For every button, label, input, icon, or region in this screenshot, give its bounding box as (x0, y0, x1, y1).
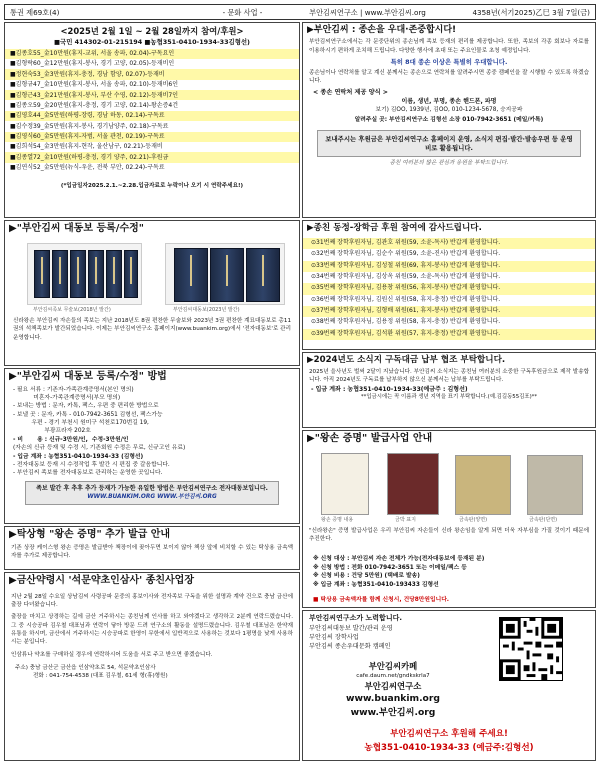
donation-row: ■김형규47_金10만원(휴지-봉사, 서울 송파, 02.10)-등재비6인 (10, 81, 179, 89)
contact-form-fields: 이름, 생년, 부명, 종손 핸드폰, 파명 (401, 97, 497, 105)
method-line: - 부안김씨 족보를 전자대동보로 관리하는 운영한 곳입니다. (13, 470, 163, 477)
method-lines (5, 386, 299, 478)
scholarship-row: ⊙39번째 장학후원자님, 김석환 위원(57, 휴지-충정) 반갑게 환영합니다. (303, 329, 595, 340)
register-photo-new (165, 243, 285, 305)
certificate-title: ▶"왕손 증명" 발급사업 안내 (307, 433, 433, 444)
campaign-special: 특히 8대 종손 이상은 특별히 우대합니다. (390, 58, 508, 67)
geumsan-address: 주소) 충남 금산군 금산읍 인삼약초로 54, 석문약초인삼사 (15, 665, 156, 672)
donation-row: ■김희석54_金3만원(휴지-현작, 울산남구, 02.21)-등재비 (10, 143, 163, 151)
donation-row: ■김영식60_金5만원(휴지-자범, 서울 관천, 02.19)-구독료 (5, 132, 299, 142)
promo-footer-1: 부안김씨연구소 후원해 주세요! (390, 729, 508, 739)
geumsan-phone: 전화 : 041-754-4538 (대표 김우철, 61세 형(휴)형원) (33, 673, 168, 680)
desk-title: ▶탁상형 "왕손 증명" 추가 발급 안내 (9, 529, 171, 540)
contact-form-title: < 종손 연락처 제공 양식 > (313, 88, 388, 96)
method-line: (자손의 신규 등재 및 수정 시, 기존회원 수정은 무료, 신규고인 유료) (13, 445, 186, 452)
donation-row: ■김형근43_金21만원(휴지-봉사, 부산 수영, 02.12)-등재비7인 (5, 90, 299, 100)
register-photo-old (27, 243, 142, 305)
method-line: 우편 - 경기 부천시 원미구 석천로170번길 19, (13, 420, 149, 427)
promo-url-2[interactable]: www.부안김씨.org (350, 707, 436, 718)
qr-code[interactable] (499, 617, 563, 681)
promo-item: 부안김씨 종손우대문화 캠페인 (309, 642, 391, 650)
book-icon (210, 248, 244, 302)
issue-number: 통권 제69호(4) (10, 7, 60, 17)
method-line: - 전자대동보 등재 시 수정작업 후 발간 시 편집 중 갈음합니다. (13, 462, 170, 469)
method-box (4, 368, 300, 524)
cafe-url: cafe.daum.net/gndkskrla7 (356, 673, 430, 679)
book-icon (106, 250, 122, 298)
campaign-paragraph-2: 종손님이나 연락처를 알고 계신 분께서는 종손으로 연락처를 알려주시면 종중 캠페인을 잘 시행할 수 있도록 하겠습니다. (309, 70, 589, 85)
page-header (4, 4, 596, 20)
org-url: 부안김씨연구소 | www.부안김씨.org (309, 7, 426, 17)
donations-title: <2025년 2월 1일 ~ 2월 28일까지 참여/후원> (60, 26, 244, 36)
donation-row: ■김종호55_金10만원(휴지-교위, 서울 송파, 02.04)-구독요인 (5, 49, 299, 59)
donation-row: ■김형락60_金12만원(휴지-봉사, 경기 고양, 02.05)-등재비인 (10, 60, 175, 68)
donations-box (4, 22, 300, 218)
qr-code-icon (500, 618, 562, 680)
donations-account: ■국민 414302-01-215194 ■농협351-0410-1934-33김형선) (54, 37, 250, 46)
method-title: ▶"부안김씨 대동보 등록/수정" 방법 (9, 371, 167, 382)
geumsan-paragraph-3: 인삼류나 약초를 구매하실 경우에 연락하시어 도움을 서로 주고 받으면 좋겠습니다. (11, 651, 213, 658)
method-box-note (25, 481, 279, 506)
scholarship-row: ⊙33번째 장학후원자님, 김성철 위원(69, 휴지-봉사) 반갑게 환영합니다. (303, 261, 595, 272)
register-caption-new: 부안김씨대동보(2023년 발간) (173, 307, 240, 313)
scholarship-row: ⊙31번째 장학후원자님, 김관호 위원(59, 소윤-독사) 반갑게 환영합니다. (303, 238, 595, 249)
scholarship-row: ⊙35번째 장학후원자님, 김용창 위원(56, 휴지-봉사) 반갑게 환영합니다. (303, 283, 595, 294)
subscription-box (302, 352, 596, 428)
book-icon (88, 250, 104, 298)
geumsan-paragraph-1: 지난 2월 28일 수요일 상남김씨 사령공파 문중의 홍보이사와 전자족보 구독을 위한 설명과 계약 건으로 충남 금산에 출장 다녀왔습니다. (11, 593, 293, 608)
donations-list (5, 49, 299, 174)
subscription-note: **입금시에는 꼭 이름과 생년 지역을 표기 부탁합니다.(예.김길동55김포)** (360, 394, 538, 401)
certificate-line: ※ 신청 방법 : 전화 010-7942-3651 또는 이메일/팩스 등 (313, 564, 467, 571)
contact-form-example: 보기) 김OO, 1939년, 김OO, 010-1234-5678, 승지공파 (375, 107, 523, 114)
certificate-image-3 (455, 455, 511, 515)
certificate-note: ■ 탁상용 금속액자를 함께 신청시, 건당8만원입니다. (313, 597, 450, 603)
geumsan-paragraph-2: 출장을 마치고 상경하는 길에 금산 거주하시는 종친님께 인사를 하고 와야겠다고 생각하고 2분께 연락드렸습니다. 그 중 시승공파 김우철 대표님과 연락이 닿아 방문 드려 연구소의 활동을 설명드렸습니다. 김우철 대표님은 한약재 유통을 하시며, 금산에서 거주하시는 시승공파로 한영이 무한에서 입반적으로 사용하는 것보다 1평명을 낮게 사용하시는 분입니다. (11, 614, 293, 646)
certificate-paragraph: "신라왕손" 증명 발급사업은 우리 부안김씨 자손들이 신라 왕손임을 알게 되면 더욱 자부심을 가질 것이기 때문에 추진한다. (309, 528, 589, 543)
book-icon (52, 250, 68, 298)
promo-item: 부안김씨대동보 발간/관리 운영 (309, 624, 393, 632)
scholarship-title: ▶종친 동정-장학금 후원 참여에 감사드립니다. (307, 223, 482, 233)
donation-row: ■김수정39_金5만원(휴지-봉사, 경기남양주, 02.18)-구독료 (10, 122, 169, 130)
certificate-caption-4: 금속판(단면) (529, 517, 558, 523)
method-line: - 비 용 : 신규-3만원/인, 수정-3만원/인 (13, 436, 129, 443)
donation-row: ■김연식52_金5만원(뉴식-우운, 전북 부안, 02.24)-구독료 (10, 164, 165, 172)
book-icon (34, 250, 50, 298)
method-line: 부광프라자 202호 (13, 428, 91, 435)
campaign-footer: 종친 여러분의 많은 관심과 응원을 부탁드립니다. (389, 160, 509, 167)
certificate-line: ※ 신청 비용 : 건당 5만원) (택배로 발송) (313, 573, 420, 580)
subscription-account: - 입금 계좌 : 농협351-0410-1934-33(예금주 : 김형선) (311, 385, 468, 393)
newsletter-page (4, 4, 596, 761)
donation-row: ■김종열72_金10만원(하평-충정, 경기 양주, 02.21)-후원금 (5, 152, 299, 162)
promo-box (302, 610, 596, 761)
cafe-label: 부안김씨카페 (368, 661, 418, 671)
method-line: - 보낼 곳 : 문자, 카톡 - 010-7942-3651 김형선, 팩스가능 (13, 411, 163, 418)
register-box (4, 220, 300, 366)
scholarship-row: ⊙34번째 장학후원자님, 김상옥 위원(59, 소윤-독사) 반갑게 환영합니다. (311, 272, 501, 280)
donation-row: ■김영호44_金5만원(하평-장령, 경남 하동, 02.14)-구독료 (5, 111, 299, 121)
contact-address: 알려주실 곳: 부안김씨연구소 김형선 소장 010-7942-3651 (메일/카톡) (354, 117, 544, 124)
method-note-text: 족보 발간 후 추후 추가 등재가 가능한 유일한 방법은 부안김씨연구소 전자대동보입니다. (36, 484, 268, 492)
certificate-caption-1: 왕손 증명 내용 (321, 517, 354, 523)
campaign-support-box: 보내주시는 후원금은 부안김씨연구소 홈페이지 운영, 소식지 편집·발간·발송우편 등 운영비로 활용됩니다. (317, 130, 581, 158)
promo-title: 부안김씨연구소가 노력합니다. (309, 614, 403, 622)
section-label: - 문화 사업 - (222, 7, 263, 17)
certificate-image-1 (321, 453, 369, 515)
book-icon (70, 250, 86, 298)
promo-footer-2: 농협351-0410-1934-33 (예금주:김형선) (364, 743, 534, 753)
certificate-image-2 (387, 453, 439, 515)
certificate-image-4 (527, 455, 583, 515)
certificate-caption-2: 금박 표지 (395, 517, 416, 523)
method-urls: WWW.BUANKIM.ORG WWW.부안김씨.ORG (87, 494, 217, 501)
method-line: 미혼자-가족관계증명서(부모 명의) (13, 394, 121, 401)
promo-item: 부안김씨 장학사업 (309, 633, 359, 641)
promo-org: 부안김씨연구소 (364, 681, 422, 691)
method-line: - 보내는 방법 : 문자, 카톡, 팩스, 우편 중 편리한 방법으로 (13, 403, 159, 410)
book-icon (174, 248, 208, 302)
book-icon (246, 248, 280, 302)
register-paragraph: 신라왕손 부안김씨 자손들의 족보는 지난 2018년도 8권 편찬한 무술보와 2023년 3권 편찬한 계묘대동보로 총11권의 석책족보가 발간되었습니다. 이제는 부안김씨연구소 홈페이지(www.buankim.org)에서 '전자대동보'로 관리 운영합니다. (13, 318, 291, 341)
subscription-title: ▶2024년도 소식지 구독대금 납부 협조 부탁합니다. (307, 355, 506, 365)
subscription-paragraph: 2025년 을사년도 벌써 2달이 지났습니다. 부안김씨 소식지는 종친님 여러분의 소중한 구독후원금으로 제작 발송합니다. 아직 2024년도 구독료를 납부하지 않으신 분께서는 납부를 부탁드립니다. (309, 368, 589, 384)
scholarship-row: ⊙37번째 장학후원자님, 김형배 위원(61, 휴지-봉사) 반갑게 환영합니다. (303, 306, 595, 317)
campaign-box (302, 22, 596, 218)
desk-box (4, 526, 300, 570)
method-line: - 필요 서류 : 기존자-가족관계증명서(본인 명의) (13, 386, 134, 393)
certificate-caption-3: 금속판(양면) (459, 517, 488, 523)
donations-note: (*입금일자2025.2.1.~2.28.입금자료로 누락이나 오기 시 연락주세요!) (60, 183, 244, 190)
scholarship-box (302, 220, 596, 350)
scholarship-row: ⊙32번째 장학후원자님, 김순수 위원(59, 소윤-진사) 반갑게 환영합니다. (311, 250, 501, 258)
scholarship-list (303, 238, 595, 341)
register-title: ▶"부안김씨 대동보 등록/수정" (9, 223, 144, 234)
book-icon (124, 250, 138, 298)
promo-url-1[interactable]: www.buankim.org (346, 693, 440, 704)
donation-row: ■정현숙53_金3만원(휴지-충정, 경남 함양, 02.07)-등재비 (5, 69, 299, 79)
campaign-title: ▶부안김씨 : 종손을 우대·존중합시다! (307, 25, 457, 35)
register-caption-old: 부안김씨족보 무술보(2018년 발간) (33, 307, 111, 313)
method-line: - 입금 계좌 : 농협351-0410-1934-33 (김형선) (13, 453, 144, 460)
donation-row: ■김종오59_金20만원(휴지-충정, 경기 고양, 02.14)-왕손증4건 (10, 101, 179, 109)
geumsan-title: ▶금산약령시 '석문약초인삼사' 종친사업장 (9, 575, 194, 586)
scholarship-row: ⊙36번째 장학후원자님, 김원신 위원(58, 휴지-충정) 반갑게 환영합니다. (311, 295, 501, 303)
certificate-line: ※ 신청 대상 : 부안김씨 자손 전체가 가능(전자대동보에 등재된 분) (313, 556, 485, 562)
campaign-paragraph: 부안김씨연구소에서는 각 문중단위의 종손님께 족보 등재의 편리를 제공합니다. 또한, 족보의 각종 회보나 자료를 이용하시기 편하게 조치해 드립니다. 다양한 행사에 초대 또는 주요인물로 초청 예정입니다. (309, 39, 589, 54)
geumsan-box (4, 572, 300, 761)
certificate-lines (313, 555, 591, 590)
certificate-line: ※ 입금 계좌 : 농협351-0410-193433 김형선 (313, 582, 439, 589)
certificate-box (302, 430, 596, 608)
desk-paragraph: 기존 상장 케이스형 왕손 증명은 발급받아 책장이에 꽂아두면 보이지 않아 책상 앞에 비치할 수 있는 탁상용 금속액자를 추가로 제공합니다. (11, 544, 293, 559)
scholarship-row: ⊙38번째 장학후원자님, 김용정 위원(58, 휴지-충정) 반갑게 환영합니다. (311, 318, 501, 326)
issue-date: 4358년(서기2025)乙巳 3월 7일(금) (472, 7, 590, 17)
